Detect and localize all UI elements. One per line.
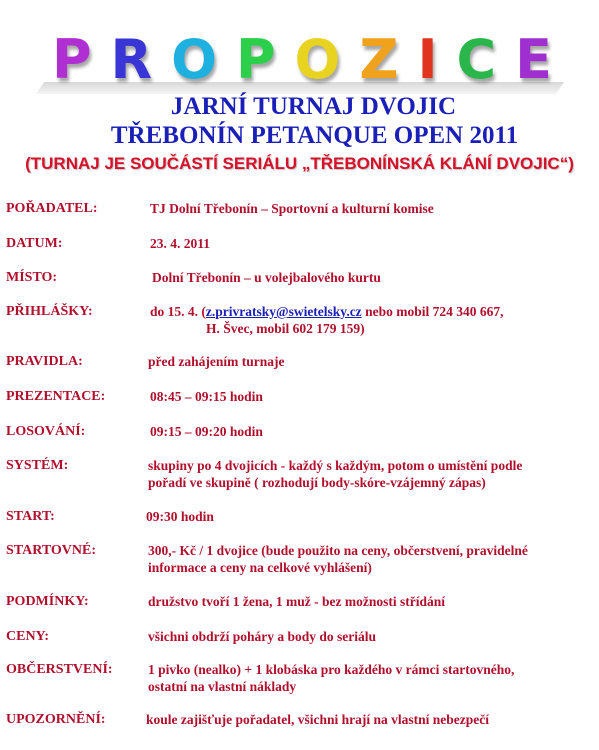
row-value-line: 300,- Kč / 1 dvojice (bude použito na ceny, občerstvení, pravidelné (148, 543, 528, 558)
row-value-line: informace a ceny na celkové vyhlášení) (148, 560, 372, 575)
title-letter: I (417, 28, 438, 91)
row-value-line: všichni obdrží poháry a body do seriálu (148, 629, 377, 644)
title-letter: P (52, 28, 92, 91)
title-letter: C (456, 28, 497, 91)
row-label: LOSOVÁNÍ: (6, 424, 86, 439)
row-label: PODMÍNKY: (6, 594, 89, 609)
row-label: PŘIHLÁŠKY: (6, 304, 93, 319)
value-text: nebo mobil 724 340 667, (361, 304, 504, 319)
row-label: STARTOVNÉ: (6, 543, 97, 558)
row-value-line: Dolní Třebonín – u volejbalového kurtu (152, 270, 381, 285)
row-value-line: 23. 4. 2011 (150, 236, 211, 251)
row-label: PRAVIDLA: (6, 354, 83, 369)
row-value-line: 09:30 hodin (146, 509, 214, 524)
row-value (150, 303, 503, 320)
row-label: UPOZORNĚNÍ: (6, 712, 106, 727)
row-label: CENY: (6, 629, 50, 644)
row-label: MÍSTO: (6, 270, 58, 285)
subtitle-event: TŘEBONÍN PETANQUE OPEN 2011 (110, 122, 519, 149)
subtitle-tournament: JARNÍ TURNAJ DVOJIC (170, 93, 457, 120)
row-value-line: 09:15 – 09:20 hodin (150, 424, 263, 439)
value-text: do 15. 4. ( (150, 304, 206, 319)
row-value-line: 08:45 – 09:15 hodin (150, 389, 263, 404)
row-label: SYSTÉM: (6, 458, 69, 473)
row-label: START: (6, 509, 55, 524)
row-value-line: TJ Dolní Třebonín – Sportovní a kulturní komise (150, 201, 434, 216)
title-letter: P (235, 28, 276, 91)
email-link[interactable]: z.privratsky@swietelsky.cz (205, 304, 362, 319)
title-banner (0, 26, 599, 90)
series-note: (TURNAJ JE SOUČÁSTÍ SERIÁLU „TŘEBONÍNSKÁ KLÁNÍ DVOJIC“) (25, 154, 574, 173)
row-label: PREZENTACE: (6, 389, 106, 404)
title-letter: O (294, 28, 341, 91)
row-label: POŘADATEL: (6, 201, 98, 216)
row-value-line: skupiny po 4 dvojicích - každý s každým, potom o umístění podle (148, 458, 523, 473)
row-value-line: ostatní na vlastní náklady (148, 679, 297, 694)
row-value-line: koule zajišťuje pořadatel, všichni hrají na vlastní nebezpečí (146, 712, 490, 727)
row-value-line: pořadí ve skupině ( rozhodují body-skóre-vzájemný zápas) (148, 475, 486, 490)
row-value-line: 1 pivko (nealko) + 1 klobáska pro každého v rámci startovného, (148, 662, 515, 677)
title-letter: Z (359, 28, 399, 91)
row-label: DATUM: (6, 236, 63, 251)
title-letter: E (515, 28, 552, 91)
row-value-line: H. Švec, mobil 602 179 159) (206, 321, 365, 336)
row-label: OBČERSTVENÍ: (6, 662, 113, 677)
row-value-line: družstvo tvoří 1 žena, 1 muž - bez možnosti střídání (148, 594, 445, 609)
row-value-line: před zahájením turnaje (148, 354, 285, 369)
propozice-title (52, 30, 552, 90)
title-letter: R (110, 28, 153, 91)
title-letter: O (171, 28, 217, 91)
